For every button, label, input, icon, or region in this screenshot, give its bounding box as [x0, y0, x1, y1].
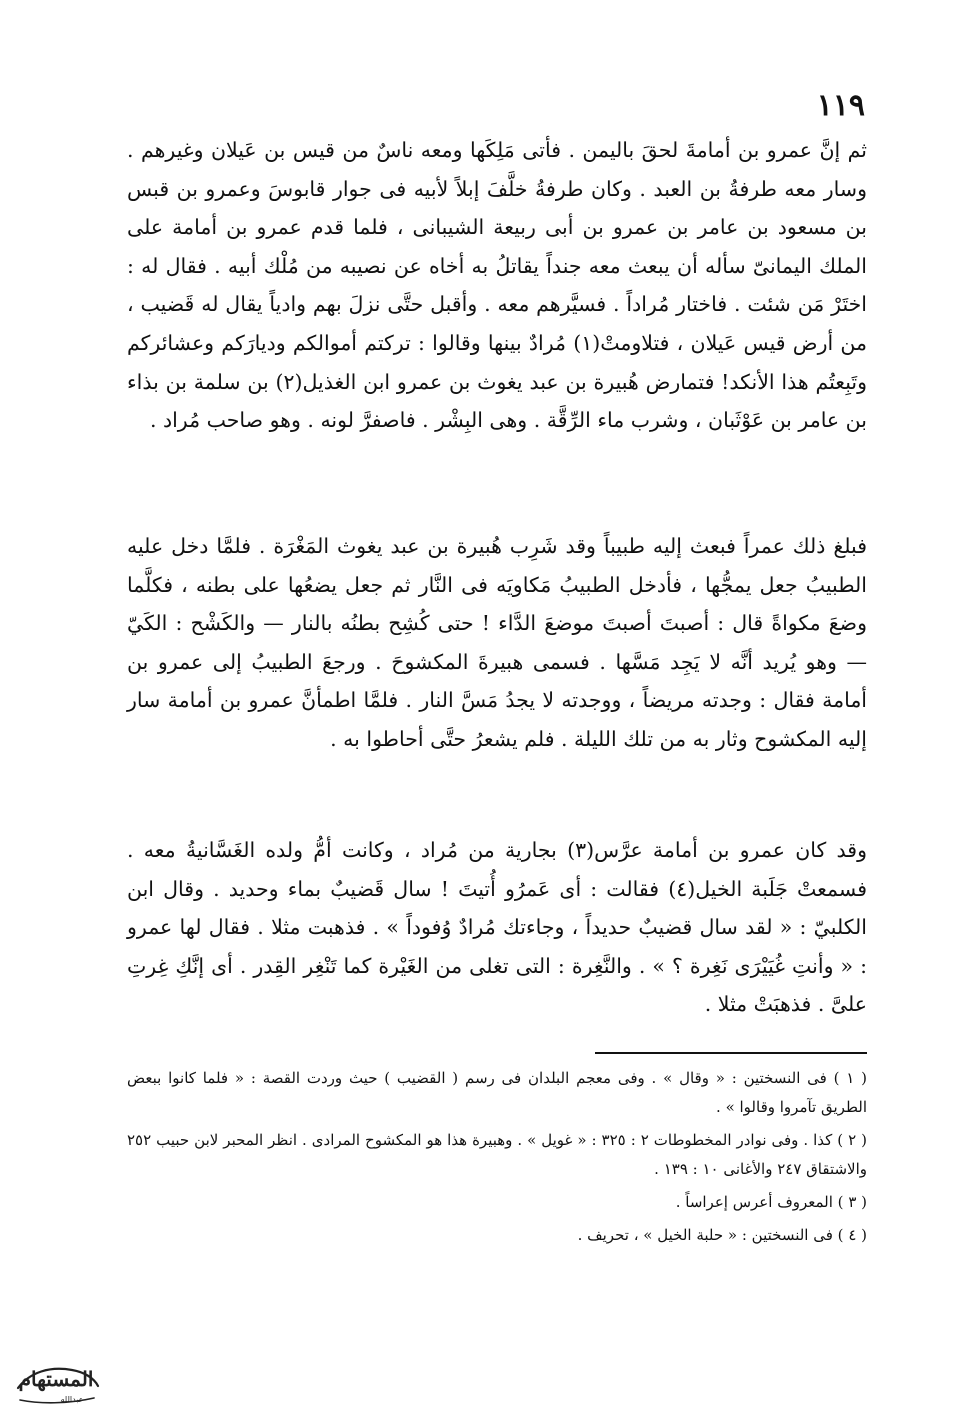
footnotes	[127, 1064, 867, 1254]
logo-text: المستهام	[18, 1367, 94, 1391]
footnote-2: ( ٢ ) كذا . وفى نوادر المخطوطات ٢ : ٣٢٥ : « غويل » . وهبيرة هذا هو المكشوح المرادى . انظر المحبر لابن حبيب ٢٥٢ والاشتقاق ٢٤٧ والأغانى ١٠ : ١٣٩ .	[127, 1131, 867, 1178]
calligraphy-logo	[10, 1342, 102, 1410]
paragraph-2-text: فبلغ ذلك عمراً فبعث إليه طبيباً وقد شَرِب هُبيرة بن عبد يغوث المَغْرَة . فلمَّا دخل عليه الطبيبُ جعل يمجُّها ، فأدخل الطبيبُ مَكاويَه فى النَّار ثم جعل يضعُها على بطنه ، فكلَّما وضعَ مكواةً قال : أصبتَ أصبتَ موضعَ الدَّاء ! حتى كُشِح بطنُه بالنار — والكَشْح : الكَيّ — وهو يُريد أنَّه لا يَجِد مَسَّها . فسمى هبيرةَ المكشوحَ . ورجعَ الطبيبُ إلى عمرو بن أمامة فقال : وجدته مريضاً ، ووجدته لا يجدُ مَسَّ النار . فلمَّا اطمأنَّ عمرو بن أمامة سار إليه المكشوح وثار به من تلك الليلة . فلم يشعرُ حتَّى أحاطوا به .	[127, 534, 867, 751]
footnote-1: ( ١ ) فى النسختين : « وقال » . وفى معجم البلدان فى رسم ( القضيب ) حيث وردت القصة : « فلما كانوا ببعض الطريق تآمروا وقالوا » .	[127, 1069, 867, 1116]
paragraph-3-text: وقد كان عمرو بن أمامة عرَّس(٣) بجارية من مُراد ، وكانت أمُّ ولده الغَسَّانيةُ معه . فسمعتْ جَلَبة الخيل(٤) فقالت : أى عَمرُو أُتيتَ ! سال قَضيبٌ بماء وحديد . وقال ابن الكلبيّ : « لقد سال قضيبٌ حديداً ، وجاءتك مُرادٌ وُفوداً » . فذهبت مثلا . فقال لها عمرو : « وأنتِ غُيَيْرَى نَغِرة ؟ » . والنَّغِرة : التى تغلى من الغَيْرة كما تَنْغِر القِدر . أى إنَّكِ غِرتِ علىَّ . فذهبَتْ مثلا .	[127, 838, 867, 1017]
paragraph-1-text: ثم إنَّ عمرو بن أمامةَ لحقَ باليمن . فأتى مَلِكَها ومعه ناسٌ من قيس بن عَيلان وغيرهم . وسار معه طرفةُ بن العبد . وكان طرفةُ خلَّفَ إبلاً لأبيه فى جوار قابوسَ وعمرو بن قبس بن مسعود بن عامر بن عمرو بن أبى ربيعة الشيبانى ، فلما قدم عمرو بن أمامة على الملك اليمانىّ سأله أن يبعث معه جنداً يقاتلُ به أخاه عن نصيبه من مُلْك أبيه . فقال له : اختَرْ مَن شئت . فاختار مُراداً . فسيَّرهم معه . وأقبل حتَّى نزلَ بهم وادياً يقال له قَضيب ، من أرض قيس عَيلان ، فتلاومتْ(١) مُرادٌ بينها وقالوا : تركتم أموالكم وديارَكم وعشائركم وتَبِعتُم هذا الأنكد! فتمارض هُبيرة بن عبد يغوث بن عمرو ابن الغذيل(٢) بن سلمة بن بذاء بن عامر بن عَوْثَبان ، وشرب ماء الرِّقَّة . وهى البِشْر . فاصفرَّ لونه . وهو صاحب مُراد .	[127, 138, 867, 433]
footnote-4: ( ٤ ) فى النسختين : « حلبة الخيل » ، تحريف .	[577, 1226, 867, 1244]
page-number: ١١٩	[816, 88, 865, 123]
footnote-separator	[595, 1052, 867, 1054]
paragraph-2	[127, 527, 867, 759]
footnote-3: ( ٣ ) المعروف أعرس إعراساً .	[675, 1193, 867, 1211]
logo-subtext: عبدالله	[60, 1395, 84, 1404]
paragraph-1	[127, 131, 867, 440]
paragraph-3	[127, 831, 867, 1024]
